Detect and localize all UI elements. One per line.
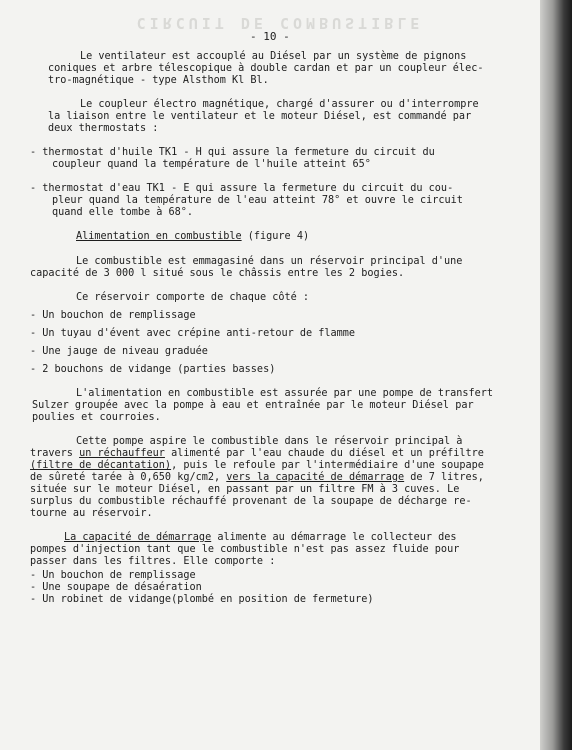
p1-line-1: Le ventilateur est accouplé au Diésel par un système de pignons	[80, 51, 467, 62]
list1-item-2: - Un tuyau d'évent avec crépine anti-retour de flamme	[30, 328, 356, 339]
p6-underline-rechauffeur: un réchauffeur	[79, 448, 165, 459]
p6-line-6: surplus du combustible réchauffé provenant de la soupape de décharge re-	[30, 496, 472, 507]
thermostat-water-line-3: quand elle tombe à 68°.	[52, 207, 194, 218]
p6-line-7: tourne au réservoir.	[30, 508, 153, 519]
p5-line-3: poulies et courroies.	[32, 412, 161, 423]
p5-line-1: L'alimentation en combustible est assurée par une pompe de transfert	[76, 388, 494, 399]
p6-line-1: Cette pompe aspire le combustible dans le réservoir principal à	[76, 436, 463, 447]
thermostat-water-line-1: - thermostat d'eau TK1 - E qui assure la fermeture du circuit du cou-	[30, 183, 454, 194]
p7-line-3: passer dans les filtres. Elle comporte :	[30, 556, 276, 567]
p6-line-2-b: alimenté par l'eau chaude du diésel et un préfiltre	[164, 448, 484, 459]
page-number: - 10 -	[250, 30, 290, 43]
p6-underline-filtre: (filtre de décantation)	[30, 460, 172, 471]
p6-line-4-a: de sûreté tarée à 0,650 kg/cm2,	[30, 472, 227, 483]
p6-line-5: située sur le moteur Diésel, en passant par un filtre FM à 3 cuves. Le	[30, 484, 460, 495]
p3-line-2: capacité de 3 000 l situé sous le châssis entre les 2 bogies.	[30, 268, 405, 279]
page-edge-shadow	[540, 0, 572, 750]
section-heading	[76, 230, 309, 243]
p1-line-2: coniques et arbre télescopique à double cardan et par un coupleur élec-	[48, 63, 484, 74]
p1-line-3: tro-magnétique - type Alsthom Kl Bl.	[48, 75, 269, 86]
p2-line-3: deux thermostats :	[48, 123, 159, 134]
p6-line-3-b: , puis le refoule par l'intermédiaire d'une soupape	[171, 460, 484, 471]
p7-line-2: pompes d'injection tant que le combustible n'est pas assez fluide pour	[30, 544, 460, 555]
p6-underline-capacite: vers la capacité de démarrage	[226, 472, 405, 483]
p2-line-1: Le coupleur électro magnétique, chargé d'assurer ou d'interrompre	[80, 99, 479, 110]
p7-line-1-b: alimente au démarrage le collecteur des	[211, 532, 457, 543]
p6-line-4-b: de 7 litres,	[404, 472, 484, 483]
section-heading-figure-ref: (figure 4)	[247, 231, 310, 242]
p5-line-2: Sulzer groupée avec la pompe à eau et entraînée par le moteur Diésel par	[32, 400, 474, 411]
list1-item-4: - 2 bouchons de vidange (parties basses)	[30, 364, 276, 375]
list2-item-1: - Un bouchon de remplissage	[30, 570, 196, 581]
thermostat-oil-line-1: - thermostat d'huile TK1 - H qui assure la fermeture du circuit du	[30, 147, 435, 158]
thermostat-oil-line-2: coupleur quand la température de l'huile atteint 65°	[52, 159, 371, 170]
p2-line-2: la liaison entre le ventilateur et le moteur Diésel, est commandé par	[48, 111, 472, 122]
bleed-through-text: CIRCUIT DE COMBUSTIBLE	[136, 14, 424, 32]
list1-item-1: - Un bouchon de remplissage	[30, 310, 196, 321]
p6-line-2-a: travers	[30, 448, 80, 459]
list1-item-3: - Une jauge de niveau graduée	[30, 346, 208, 357]
p7-underline-capacite: La capacité de démarrage	[64, 532, 212, 543]
thermostat-water-line-2: pleur quand la température de l'eau atteint 78° et ouvre le circuit	[52, 195, 463, 206]
p4-line: Ce réservoir comporte de chaque côté :	[76, 292, 310, 303]
list2-item-2: - Une soupape de désaération	[30, 582, 202, 593]
list2-item-3: - Un robinet de vidange(plombé en position de fermeture)	[30, 594, 374, 605]
section-heading-title: Alimentation en combustible	[76, 231, 242, 242]
p3-line-1: Le combustible est emmagasiné dans un réservoir principal d'une	[76, 256, 463, 267]
